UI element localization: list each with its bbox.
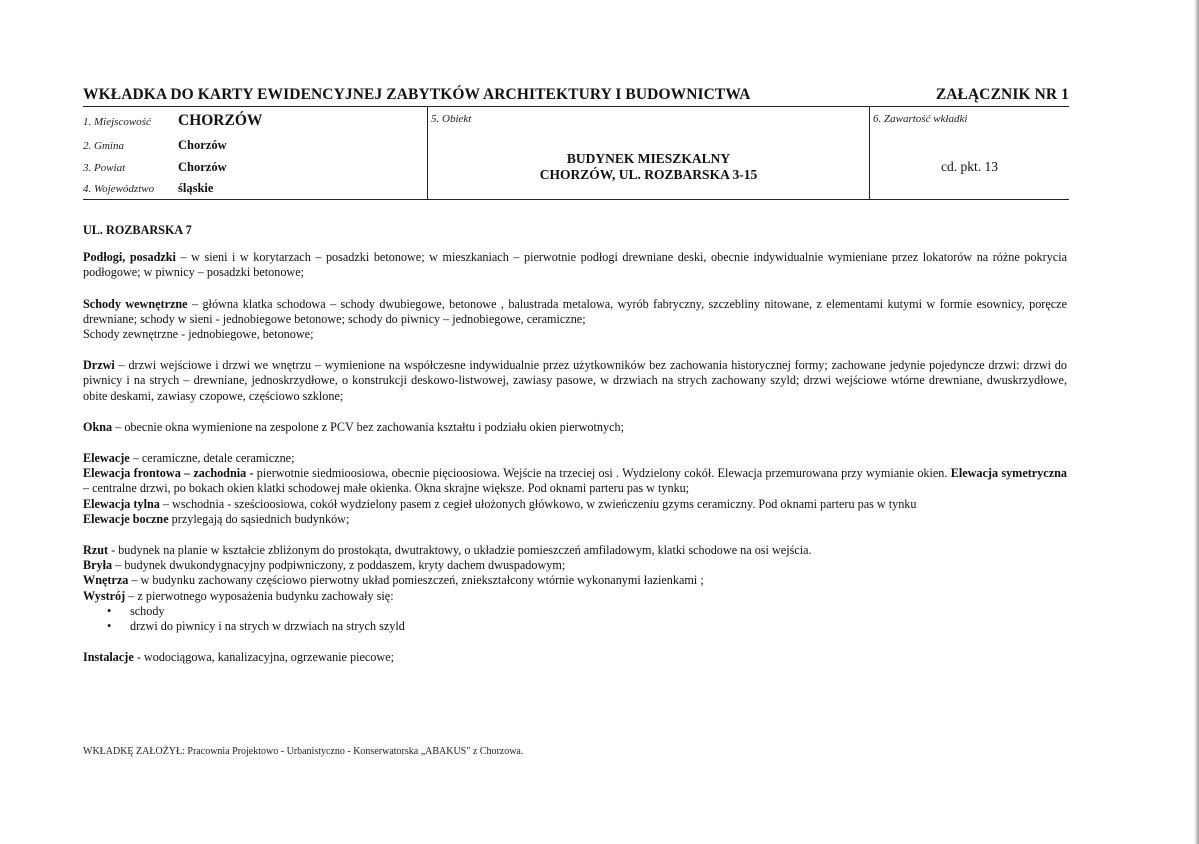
- paragraph-drzwi: [83, 358, 1067, 404]
- paragraph-elewacja-tylna: [83, 497, 1067, 512]
- powiat-row: [83, 160, 227, 175]
- location-column: [83, 107, 427, 199]
- wnetrza-heading: Wnętrza: [83, 573, 129, 588]
- obiekt-label: 5. Obiekt: [431, 113, 472, 125]
- object-column: [427, 107, 870, 199]
- list-item: • schody: [83, 604, 1067, 619]
- schody-zewnetrzne-text: Schody zewnętrzne - jednobiegowe, betonowe;: [83, 327, 314, 342]
- document-title: WKŁADKA DO KARTY EWIDENCYJNEJ ZABYTKÓW ARCHITEKTURY I BUDOWNICTWA: [83, 86, 751, 103]
- drzwi-heading: Drzwi: [83, 358, 115, 373]
- paragraph-bryla: [83, 558, 1067, 573]
- boczne-heading: Elewacje boczne: [83, 511, 169, 526]
- section-title: UL. ROZBARSKA 7: [83, 223, 192, 237]
- powiat-label: 3. Powiat: [83, 162, 126, 174]
- okna-text: – obecnie okna wymienione na zespolone z PCV bez zachowania kształtu i podziału okien pierwotnych;: [112, 419, 624, 434]
- object-title-line2: CHORZÓW, UL. ROZBARSKA 3-15: [539, 167, 758, 182]
- wojewodztwo-value: śląskie: [178, 181, 214, 195]
- wojewodztwo-row: [83, 181, 213, 196]
- tylna-text: – wschodnia - sześcioosiowa, cokół wydzielony pasem z cegieł ułożonych główkowo, w zwieńczeniu gzyms ceramiczny. Pod oknami parteru pas w tynku: [159, 496, 917, 511]
- footer-note: WKŁADKĘ ZAŁOŻYŁ: Pracownia Projektowo - Urbanistyczno - Konserwatorska „ABAKUS" z Chorzowa.: [83, 746, 524, 757]
- schody-text: – główna klatka schodowa – schody dwubiegowe, betonowe , balustrada metalowa, wyrób fabryczny, szczebliny nitowane, z elementami kutymi w formie esownicy, poręcze drewniane; schody w sieni - jednobiegowe betonowe; schody do piwnicy – jednobiegowe, ceramiczne;: [83, 296, 1067, 326]
- document-body: [83, 223, 1067, 665]
- scan-edge-shadow: [1194, 0, 1199, 844]
- okna-heading: Okna: [83, 419, 113, 434]
- gmina-value: Chorzów: [178, 138, 227, 152]
- elewacje-heading: Elewacje: [83, 451, 130, 466]
- zawartosc-label: 6. Zawartość wkładki: [873, 113, 968, 125]
- paragraph-okna: [83, 420, 1067, 435]
- info-box: [83, 106, 1069, 200]
- object-title: [428, 151, 869, 183]
- instalacje-heading: Instalacje: [83, 650, 134, 665]
- paragraph-schody: [83, 297, 1067, 327]
- elewacje-text: – ceramiczne, detale ceramiczne;: [129, 451, 295, 466]
- paragraph-instalacje: [83, 650, 1067, 665]
- rzut-heading: Rzut: [83, 543, 109, 558]
- bryla-text: – budynek dwukondygnacyjny podpiwniczony, z poddaszem, kryty dachem dwuspadowym;: [112, 558, 566, 573]
- wnetrza-text: – w budynku zachowany częściowo pierwotny układ pomieszczeń, zniekształcony wtórnie wykonanymi łazienkami ;: [128, 573, 704, 588]
- paragraph-elewacje: [83, 451, 1067, 466]
- wystroj-heading: Wystrój: [83, 588, 126, 603]
- paragraph-podlogi: [83, 250, 1067, 280]
- document-header: [83, 86, 1069, 104]
- object-title-line1: BUDYNEK MIESZKALNY: [566, 151, 731, 166]
- paragraph-wnetrza: [83, 573, 1067, 588]
- schody-heading: Schody wewnętrzne: [83, 296, 188, 311]
- paragraph-wystroj: [83, 589, 1067, 604]
- paragraph-rzut: [83, 543, 1067, 558]
- wystroj-text: – z pierwotnego wyposażenia budynku zachowały się:: [125, 588, 394, 603]
- bryla-heading: Bryła: [83, 558, 113, 573]
- wystroj-list: [83, 604, 1067, 634]
- gmina-label: 2. Gmina: [83, 140, 124, 152]
- wojewodztwo-label: 4. Województwo: [83, 183, 155, 195]
- symetryczna-text: – centralne drzwi, po bokach okien klatki schodowej małe okienka. Okna skrajne większe. Pod oknami parteru pas w tynku;: [83, 481, 690, 496]
- podlogi-text: – w sieni i w korytarzach – posadzki betonowe; w mieszkaniach – pierwotnie podłogi drewniane deski, obecnie indywidualnie wymieniane przez lokatorów na różne pokrycia podłogowe; w piwnicy – posadzki betonowe;: [83, 250, 1067, 280]
- zawartosc-value: cd. pkt. 13: [941, 159, 998, 174]
- miejscowosc-row: [83, 112, 262, 130]
- frontowa-text: pierwotnie siedmioosiowa, obecnie pięcioosiowa. Wejście na trzeciej osi . Wydzielony cokół. Elewacja przemurowana przy wymianie okien.: [253, 466, 951, 481]
- instalacje-text: - wodociągowa, kanalizacyjna, ogrzewanie piecowe;: [133, 650, 394, 665]
- podlogi-heading: Podłogi, posadzki: [83, 250, 176, 265]
- miejscowosc-value: CHORZÓW: [178, 112, 263, 129]
- gmina-row: [83, 138, 227, 153]
- frontowa-heading: Elewacja frontowa – zachodnia -: [83, 466, 254, 481]
- symetryczna-heading: Elewacja symetryczna: [950, 466, 1067, 481]
- rzut-text: - budynek na planie w kształcie zbliżonym do prostokąta, dwutraktowy, o układzie pomieszczeń amfiladowym, klatki schodowe na osi wejścia.: [108, 543, 812, 558]
- paragraph-elewacje-boczne: [83, 512, 1067, 527]
- miejscowosc-label: 1. Miejscowość: [83, 116, 151, 128]
- list-item: • drzwi do piwnicy i na strych w drzwiach na strych szyld: [83, 619, 1067, 634]
- boczne-text: przylegają do sąsiednich budynków;: [168, 511, 350, 526]
- drzwi-text: – drzwi wejściowe i drzwi we wnętrzu – wymienione na współczesne indywidualnie przez użytkowników bez zachowania historycznej formy; zachowane jedynie pojedyncze drzwi: drzwi do piwnicy i na strych – drewniane, jednoskrzydłowe, o konstrukcji deskowo-listwowej, zawiasy pasowe, w drzwiach na strych zachowany szyld; drzwi wejściowe wtórne drewniane, dwuskrzydłowe, obite deskami, zawiasy czopowe, częściowo szklone;: [83, 358, 1067, 403]
- powiat-value: Chorzów: [178, 160, 227, 174]
- content-column: [870, 107, 1069, 199]
- paragraph-elewacja-frontowa: [83, 466, 1067, 496]
- annex-label: ZAŁĄCZNIK NR 1: [935, 86, 1069, 103]
- tylna-heading: Elewacja tylna: [83, 496, 160, 511]
